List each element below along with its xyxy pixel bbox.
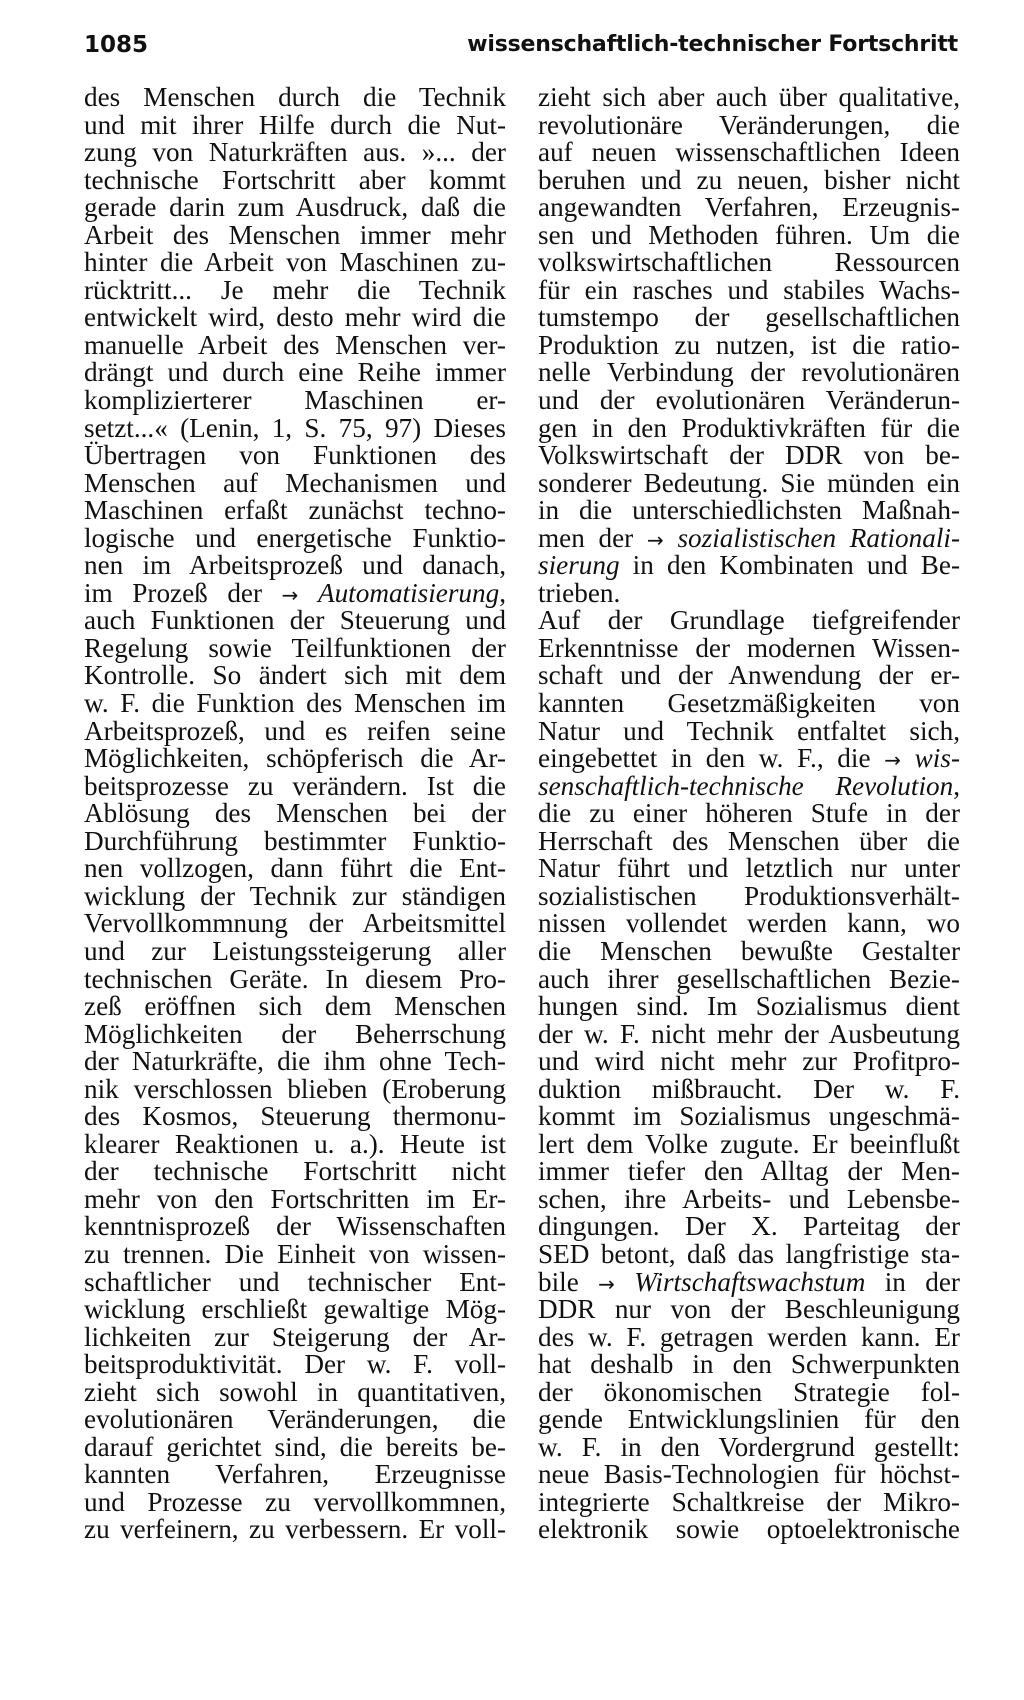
right-column-line: Volkswirtschaft der DDR von be- — [538, 440, 960, 471]
right-column-line: neue Basis-Technologien für höchst- — [538, 1459, 960, 1490]
left-column-line: Übertragen von Funktionen des — [84, 440, 506, 471]
right-column-line: hungen sind. Im Sozialismus dient — [538, 991, 960, 1022]
right-column-line: auf neuen wissenschaftlichen Ideen — [538, 137, 960, 168]
right-column-line: bile → Wirtschaftswachstum in der — [538, 1266, 960, 1297]
right-column-line: Herrschaft des Menschen über die — [538, 825, 960, 856]
left-column-line: drängt und durch eine Reihe immer — [84, 357, 506, 388]
left-column-line: technische Fortschritt aber kommt — [84, 164, 506, 195]
left-column-line: beitsprozesse zu verändern. Ist die — [84, 770, 506, 801]
cross-reference-arrow-icon: → — [884, 748, 901, 773]
right-column-line: tumstempo der gesellschaftlichen — [538, 302, 960, 333]
left-column-line: zeß eröffnen sich dem Menschen — [84, 991, 506, 1022]
right-column-line: Natur und Technik entfaltet sich, — [538, 715, 960, 746]
right-column-line: und wird nicht mehr zur Profitpro- — [538, 1046, 960, 1077]
right-column-line: die Menschen bewußte Gestalter — [538, 935, 960, 966]
right-column-line: gende Entwicklungslinien für den — [538, 1404, 960, 1435]
left-column-line: Durchführung bestimmter Funktio- — [84, 825, 506, 856]
right-column-line: für ein rasches und stabiles Wachs- — [538, 274, 960, 305]
left-column-line: kenntnisprozeß der Wissenschaften — [84, 1211, 506, 1242]
left-column-line: im Prozeß der → Automatisierung, — [84, 577, 507, 608]
left-column-line: komplizierterer Maschinen er- — [84, 385, 506, 416]
right-column-line: gen in den Produktivkräften für die — [538, 412, 960, 443]
right-column-line: eingebettet in den w. F., die → wis- — [538, 743, 960, 774]
right-column-line: zieht sich aber auch über qualitative, — [538, 82, 960, 112]
left-column-line: evolutionären Veränderungen, die — [84, 1404, 506, 1435]
right-column-line: Auf der Grundlage tiefgreifender — [538, 605, 960, 636]
left-column-line: wicklung der Technik zur ständigen — [84, 880, 506, 911]
right-column-line: kommt im Sozialismus ungeschmä- — [538, 1101, 960, 1132]
left-column-line: und mit ihrer Hilfe durch die Nut- — [84, 109, 506, 140]
left-column-line: Menschen auf Mechanismen und — [84, 467, 506, 498]
right-column-line: sonderer Bedeutung. Sie münden ein — [538, 467, 960, 498]
right-column-line: die zu einer höheren Stufe in der — [538, 798, 960, 829]
running-head: wissenschaftlich-technischer Fortschritt — [467, 32, 958, 57]
right-column-line: sozialistischen Produktionsverhält- — [538, 880, 960, 911]
right-column-line: immer tiefer den Alltag der Men- — [538, 1156, 960, 1187]
left-column-line: beitsproduktivität. Der w. F. voll- — [84, 1349, 506, 1380]
right-column-line: trieben. — [538, 577, 621, 608]
left-column-line: und zur Leistungssteigerung aller — [84, 935, 506, 966]
left-column-line: kannten Verfahren, Erzeugnisse — [84, 1459, 506, 1490]
left-column-line: mehr von den Fortschritten im Er- — [84, 1183, 506, 1214]
right-column-line: senschaftlich-technische Revolution, — [538, 770, 960, 801]
left-column-line: Arbeit des Menschen immer mehr — [84, 219, 506, 250]
left-column-line: des Kosmos, Steuerung thermonu- — [84, 1101, 506, 1132]
left-column-line: Regelung sowie Teilfunktionen der — [84, 632, 506, 663]
page-number: 1085 — [84, 32, 149, 58]
left-column-line: w. F. die Funktion des Menschen im — [84, 688, 506, 719]
right-column-line: SED betont, daß das langfristige sta- — [538, 1238, 960, 1269]
right-column-line: beruhen und zu neuen, bisher nicht — [538, 164, 960, 195]
left-column-line: Kontrolle. So ändert sich mit dem — [84, 660, 506, 691]
left-column-line: des Menschen durch die Technik — [84, 82, 506, 112]
left-column-line: manuelle Arbeit des Menschen ver- — [84, 329, 506, 360]
cross-reference-arrow-icon: → — [646, 527, 664, 552]
right-column-line: nelle Verbindung der revolutionären — [538, 357, 960, 388]
right-column-line: men der → sozialistischen Rationali- — [538, 522, 960, 553]
right-column-line: der ökonomischen Strategie fol- — [538, 1376, 960, 1407]
left-column-line: wicklung erschließt gewaltige Mög- — [84, 1294, 506, 1325]
right-column-line: der w. F. nicht mehr der Ausbeutung — [538, 1018, 960, 1049]
right-text-column — [538, 84, 960, 1544]
left-column-line: nen im Arbeitsprozeß und danach, — [84, 550, 506, 581]
cross-reference-term: Automatisierung — [317, 577, 500, 608]
right-column-line: volkswirtschaftlichen Ressourcen — [538, 247, 960, 278]
left-column-line: Vervollkommnung der Arbeitsmittel — [84, 908, 506, 939]
left-column-line: entwickelt wird, desto mehr wird die — [84, 302, 506, 333]
cross-reference-arrow-icon: → — [281, 582, 299, 607]
left-column-line: Möglichkeiten, schöpferisch die Ar- — [84, 743, 506, 774]
left-column-line: technischen Geräte. In diesem Pro- — [84, 963, 506, 994]
left-column-line: nen vollzogen, dann führt die Ent- — [84, 853, 506, 884]
right-column-line: w. F. in den Vordergrund gestellt: — [538, 1431, 960, 1462]
left-column-line: zung von Naturkräften aus. »... der — [84, 137, 506, 168]
left-column-line: zieht sich sowohl in quantitativen, — [84, 1376, 506, 1407]
right-column-line: dingungen. Der X. Parteitag der — [538, 1211, 960, 1242]
left-column-line: Maschinen erfaßt zunächst techno- — [84, 495, 506, 526]
right-column-line: hat deshalb in den Schwerpunkten — [538, 1349, 960, 1380]
right-column-line: auch ihrer gesellschaftlichen Bezie- — [538, 963, 960, 994]
right-column-line: elektronik sowie optoelektronische — [538, 1514, 960, 1545]
cross-reference-arrow-icon: → — [598, 1271, 615, 1296]
page-header — [84, 32, 958, 66]
left-column-line: klearer Reaktionen u. a.). Heute ist — [84, 1128, 506, 1159]
left-column-line: nik verschlossen blieben (Eroberung — [84, 1073, 506, 1104]
cross-reference-term: wis- — [914, 743, 960, 774]
right-column-line: Natur führt und letztlich nur unter — [538, 853, 960, 884]
left-column-line: lichkeiten zur Steigerung der Ar- — [84, 1321, 506, 1352]
left-column-line: Ablösung des Menschen bei der — [84, 798, 506, 829]
left-column-line: der Naturkräfte, die ihm ohne Tech- — [84, 1046, 506, 1077]
left-column-line: rücktritt... Je mehr die Technik — [84, 274, 506, 305]
left-column-line: setzt...« (Lenin, 1, S. 75, 97) Dieses — [84, 412, 506, 443]
right-column-line: duktion mißbraucht. Der w. F. — [538, 1073, 960, 1104]
left-column-line: auch Funktionen der Steuerung und — [84, 605, 506, 636]
right-column-line: nissen vollendet werden kann, wo — [538, 908, 960, 939]
right-column-line: DDR nur von der Beschleunigung — [538, 1294, 960, 1325]
right-column-line: revolutionäre Veränderungen, die — [538, 109, 960, 140]
left-column-line: gerade darin zum Ausdruck, daß die — [84, 192, 506, 223]
left-column-line: und Prozesse zu vervollkommnen, — [84, 1486, 506, 1517]
right-column-line: des w. F. getragen werden kann. Er — [538, 1321, 960, 1352]
left-text-column — [84, 84, 506, 1544]
cross-reference-term: sozialistischen Rationali- — [677, 522, 960, 553]
left-column-line: logische und energetische Funktio- — [84, 522, 506, 553]
left-column-line: Möglichkeiten der Beherrschung — [84, 1018, 506, 1049]
right-column-line: schen, ihre Arbeits- und Lebensbe- — [538, 1183, 960, 1214]
left-column-line: hinter die Arbeit von Maschinen zu- — [84, 247, 506, 278]
right-column-line: schaft und der Anwendung der er- — [538, 660, 960, 691]
right-column-line: und der evolutionären Veränderun- — [538, 385, 960, 416]
left-column-line: schaftlicher und technischer Ent- — [84, 1266, 506, 1297]
left-column-line: zu trennen. Die Einheit von wissen- — [84, 1238, 506, 1269]
right-column-line: integrierte Schaltkreise der Mikro- — [538, 1486, 960, 1517]
cross-reference-term: Wirtschaftswachstum — [634, 1266, 866, 1297]
right-column-line: kannten Gesetzmäßigkeiten von — [538, 688, 960, 719]
right-column-line: sen und Methoden führen. Um die — [538, 219, 960, 250]
cross-reference-term: senschaftlich-technische Revolution — [538, 770, 954, 801]
left-column-line: darauf gerichtet sind, die bereits be- — [84, 1431, 506, 1462]
right-column-line: lert dem Volke zugute. Er beeinflußt — [538, 1128, 960, 1159]
right-column-line: Produktion zu nutzen, ist die ratio- — [538, 329, 960, 360]
left-column-line: der technische Fortschritt nicht — [84, 1156, 506, 1187]
left-column-line: Arbeitsprozeß, und es reifen seine — [84, 715, 506, 746]
right-column-line: Erkenntnisse der modernen Wissen- — [538, 632, 960, 663]
right-column-line: sierung in den Kombinaten und Be- — [538, 550, 960, 581]
left-column-line: zu verfeinern, zu verbessern. Er voll- — [84, 1514, 506, 1545]
cross-reference-term: sierung — [538, 550, 620, 581]
right-column-line: in die unterschiedlichsten Maßnah- — [538, 495, 960, 526]
right-column-line: angewandten Verfahren, Erzeugnis- — [538, 192, 960, 223]
